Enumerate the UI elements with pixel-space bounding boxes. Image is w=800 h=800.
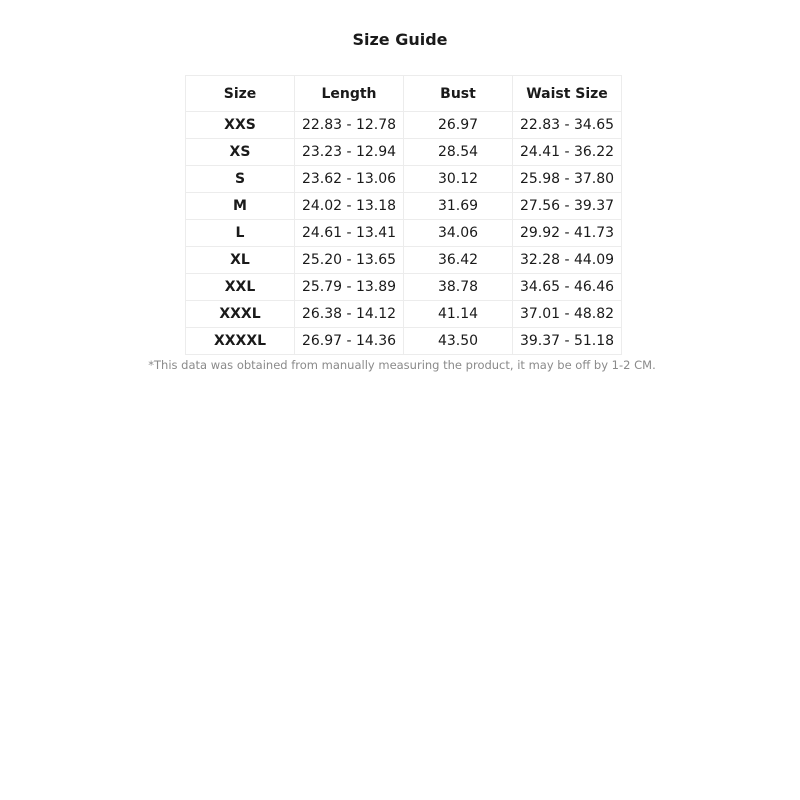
- length-cell: 25.79 - 13.89: [295, 274, 404, 301]
- column-header-waist-size: Waist Size: [513, 76, 622, 112]
- length-cell: 25.20 - 13.65: [295, 247, 404, 274]
- length-cell: 26.97 - 14.36: [295, 328, 404, 355]
- waist-size-cell: 27.56 - 39.37: [513, 193, 622, 220]
- length-cell: 23.23 - 12.94: [295, 139, 404, 166]
- table-row: [186, 328, 622, 355]
- length-cell: 24.02 - 13.18: [295, 193, 404, 220]
- size-cell: XS: [186, 139, 295, 166]
- size-cell: S: [186, 166, 295, 193]
- table-row: [186, 301, 622, 328]
- measurement-disclaimer: *This data was obtained from manually measuring the product, it may be off by 1-2 CM.: [148, 358, 656, 372]
- bust-cell: 31.69: [404, 193, 513, 220]
- waist-size-cell: 37.01 - 48.82: [513, 301, 622, 328]
- waist-size-cell: 34.65 - 46.46: [513, 274, 622, 301]
- table-row: [186, 139, 622, 166]
- size-cell: XXXL: [186, 301, 295, 328]
- table-row: [186, 220, 622, 247]
- bust-cell: 28.54: [404, 139, 513, 166]
- waist-size-cell: 32.28 - 44.09: [513, 247, 622, 274]
- bust-cell: 36.42: [404, 247, 513, 274]
- size-cell: M: [186, 193, 295, 220]
- size-cell: XXS: [186, 112, 295, 139]
- table-row: [186, 247, 622, 274]
- size-cell: XXL: [186, 274, 295, 301]
- bust-cell: 43.50: [404, 328, 513, 355]
- waist-size-cell: 25.98 - 37.80: [513, 166, 622, 193]
- bust-cell: 30.12: [404, 166, 513, 193]
- bust-cell: 34.06: [404, 220, 513, 247]
- bust-cell: 26.97: [404, 112, 513, 139]
- size-cell: L: [186, 220, 295, 247]
- table-row: [186, 112, 622, 139]
- table-row: [186, 166, 622, 193]
- length-cell: 26.38 - 14.12: [295, 301, 404, 328]
- column-header-size: Size: [186, 76, 295, 112]
- bust-cell: 41.14: [404, 301, 513, 328]
- table-row: [186, 193, 622, 220]
- column-header-length: Length: [295, 76, 404, 112]
- size-cell: XXXXL: [186, 328, 295, 355]
- page-title: Size Guide: [352, 30, 448, 49]
- waist-size-cell: 22.83 - 34.65: [513, 112, 622, 139]
- waist-size-cell: 39.37 - 51.18: [513, 328, 622, 355]
- waist-size-cell: 29.92 - 41.73: [513, 220, 622, 247]
- length-cell: 23.62 - 13.06: [295, 166, 404, 193]
- length-cell: 22.83 - 12.78: [295, 112, 404, 139]
- bust-cell: 38.78: [404, 274, 513, 301]
- column-header-bust: Bust: [404, 76, 513, 112]
- size-cell: XL: [186, 247, 295, 274]
- waist-size-cell: 24.41 - 36.22: [513, 139, 622, 166]
- length-cell: 24.61 - 13.41: [295, 220, 404, 247]
- size-table: [185, 75, 622, 355]
- table-header-row: [186, 76, 622, 112]
- table-row: [186, 274, 622, 301]
